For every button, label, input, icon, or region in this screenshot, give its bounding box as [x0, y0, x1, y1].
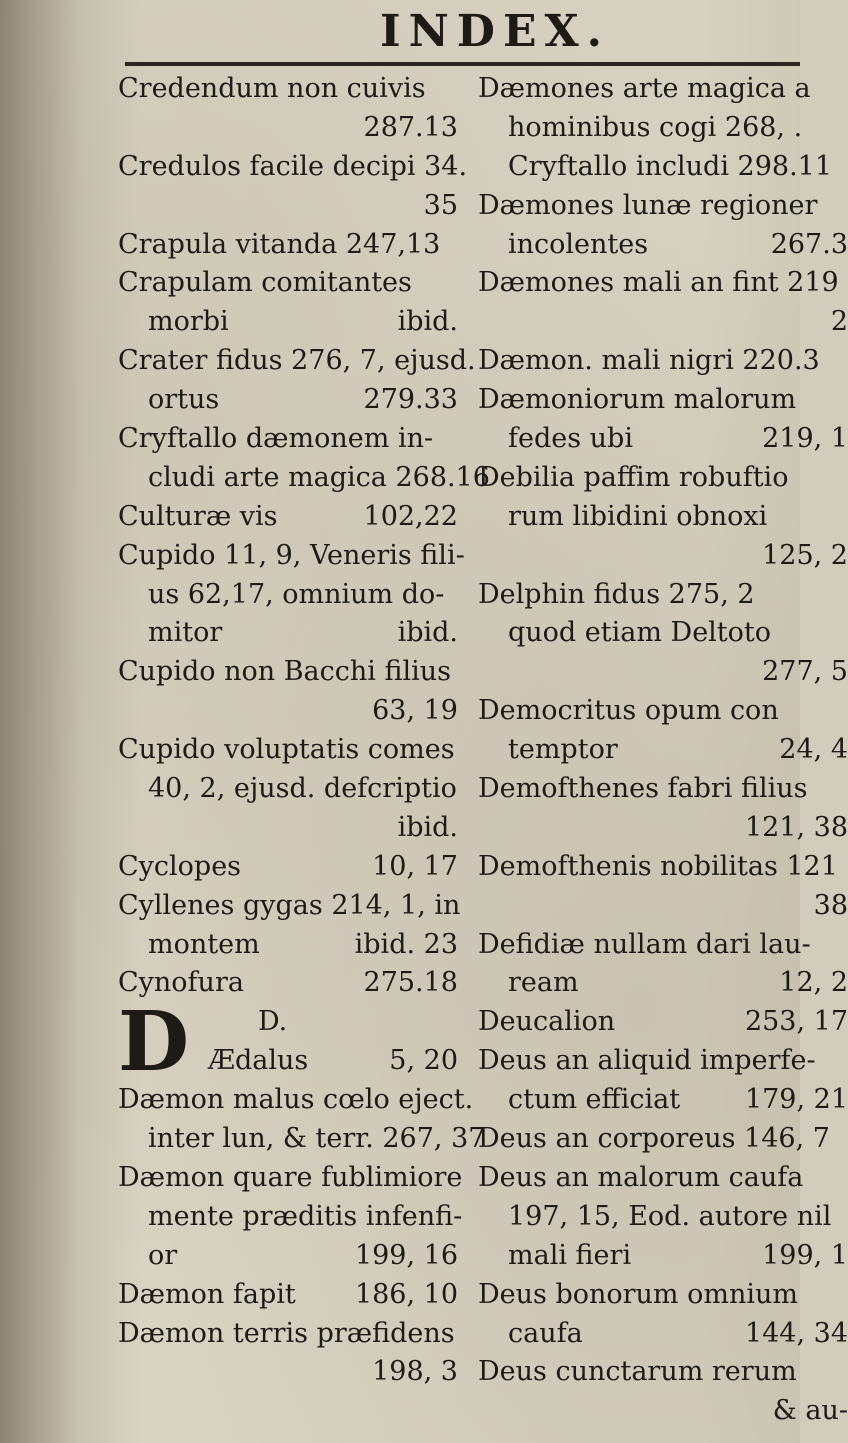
entry-reference: 198, 3 — [372, 1356, 458, 1388]
entry-reference: 199, 16 — [354, 1239, 458, 1271]
entry-reference: 5, 20 — [389, 1045, 458, 1077]
entry-text: Crater fidus 276, 7, ejusd. — [118, 345, 476, 377]
entry-text: Cyllenes gygas 214, 1, in — [118, 889, 461, 921]
section-heading: D. — [258, 1006, 288, 1038]
index-entry-line — [478, 1353, 808, 1392]
entry-text: or — [148, 1239, 178, 1271]
index-entry-line — [118, 1315, 458, 1354]
index-entry-line — [478, 1042, 816, 1081]
entry-text: Dæmoniorum malorum — [478, 384, 797, 416]
index-entry-line — [118, 1159, 463, 1198]
entry-text: 40, 2, ejusd. defcriptio — [148, 773, 457, 805]
index-entry-line — [118, 342, 476, 381]
entry-text: Dæmon fapit — [118, 1278, 296, 1310]
index-entry-line — [478, 848, 838, 887]
entry-text: Dæmones lunæ regioner — [478, 189, 818, 221]
entry-text: caufa — [508, 1317, 583, 1349]
entry-text: Deus an aliquid imperfe- — [478, 1045, 816, 1077]
entry-reference: 2 — [830, 306, 848, 338]
entry-reference: 121, 38 — [744, 811, 848, 843]
entry-text: Cryftallo includi 298.11 — [508, 150, 833, 182]
entry-reference: 186, 10 — [354, 1278, 458, 1310]
entry-text: montem — [148, 928, 260, 960]
entry-reference: ibid. 23 — [354, 928, 458, 960]
index-entry-line — [478, 342, 820, 381]
entry-text: Debilia paffim robuftio — [478, 461, 789, 493]
index-entry-line — [118, 770, 458, 809]
index-entry-line — [118, 1081, 474, 1120]
index-entry-line — [478, 692, 808, 731]
index-entry-line — [118, 498, 458, 537]
index-entry-line — [118, 459, 490, 498]
entry-text: Crapula vitanda 247,13 — [118, 228, 441, 260]
index-entry-line — [118, 226, 458, 265]
entry-reference: 275.18 — [363, 967, 458, 999]
index-entry-line — [118, 1120, 486, 1159]
index-entry-line — [478, 1081, 848, 1120]
entry-text: ream — [508, 967, 579, 999]
entry-text: ctum efficiat — [508, 1084, 681, 1116]
index-entry-line — [118, 1276, 458, 1315]
entry-text: Deus bonorum omnium — [478, 1278, 798, 1310]
entry-reference: 287.13 — [363, 111, 458, 143]
index-entry-line — [478, 459, 808, 498]
entry-text: Dæmon quare fublimiore — [118, 1161, 463, 1193]
index-entry-line — [118, 809, 458, 848]
entry-text: Democritus opum con — [478, 695, 779, 727]
entry-reference: 253, 17 — [744, 1006, 848, 1038]
index-entry-line — [118, 1198, 463, 1237]
entry-text: Cupido 11, 9, Veneris fili- — [118, 539, 465, 571]
index-entry-line — [118, 576, 458, 615]
entry-reference: 279.33 — [363, 384, 458, 416]
index-entry-line — [478, 264, 839, 303]
entry-text: incolentes — [508, 228, 649, 260]
entry-text: hominibus cogi 268, . — [508, 111, 803, 143]
index-entry-line — [478, 964, 848, 1003]
index-entry-line — [478, 809, 848, 848]
entry-text: inter lun, & terr. 267, 37 — [148, 1123, 486, 1155]
index-entry-line — [118, 731, 458, 770]
entry-text: Demofthenis nobilitas 121 — [478, 850, 838, 882]
index-entry-line — [118, 420, 458, 459]
entry-reference: 102,22 — [363, 500, 458, 532]
entry-text: Deus an corporeus 146, 7 — [478, 1123, 830, 1155]
index-entry-line — [118, 187, 458, 226]
entry-text: cludi arte magica 268.16 — [148, 461, 490, 493]
index-entry-line — [478, 887, 848, 926]
index-column-right — [478, 70, 848, 1431]
entry-text: Culturæ vis — [118, 500, 278, 532]
index-column-left — [118, 70, 490, 1392]
entry-reference: 125, 2 — [762, 539, 848, 571]
index-entry-line — [478, 381, 808, 420]
entry-reference: 10, 17 — [372, 850, 458, 882]
entry-text: rum libidini obnoxi — [508, 500, 768, 532]
entry-reference: 219, 1 — [762, 423, 848, 455]
index-entry-line — [118, 926, 458, 965]
entry-reference: ibid. — [397, 306, 458, 338]
entry-text: mente præditis infenfi- — [148, 1200, 463, 1232]
index-entry-line — [478, 187, 818, 226]
index-entry-line — [118, 653, 458, 692]
index-entry-line — [118, 887, 461, 926]
index-entry-line — [118, 381, 458, 420]
entry-text: Cynofura — [118, 967, 244, 999]
entry-reference: 267.3 — [770, 228, 848, 260]
index-entry-line — [118, 109, 458, 148]
entry-reference: 12, 2 — [779, 967, 848, 999]
entry-reference: 35 — [423, 189, 458, 221]
entry-text: Ædalus — [208, 1045, 309, 1077]
index-entry-line — [478, 498, 808, 537]
entry-reference: 24, 4 — [779, 734, 848, 766]
entry-reference: & au- — [772, 1395, 848, 1427]
entry-text: Credendum non cuivis — [118, 73, 426, 104]
entry-text: Cupido non Bacchi filius — [118, 656, 452, 688]
index-entry-line — [478, 731, 848, 770]
entry-reference: 179, 21 — [744, 1084, 848, 1116]
index-entry-line — [478, 1237, 848, 1276]
entry-text: Cyclopes — [118, 850, 242, 882]
entry-text: Cupido voluptatis comes — [118, 734, 455, 766]
index-entry-line — [478, 1120, 830, 1159]
index-entry-line — [478, 303, 848, 342]
index-entry-line — [478, 148, 833, 187]
index-entry-line — [118, 848, 458, 887]
entry-text: Dæmon terris præfidens — [118, 1317, 455, 1349]
entry-text: Cryftallo dæmonem in- — [118, 423, 434, 455]
index-entry-line — [478, 70, 811, 109]
header-rule — [125, 62, 800, 66]
entry-text: mitor — [148, 617, 223, 649]
entry-reference: 144, 34 — [744, 1317, 848, 1349]
entry-text: Dæmones arte magica a — [478, 73, 811, 104]
index-entry-line — [118, 70, 458, 109]
index-entry-line — [478, 576, 808, 615]
index-entry-line — [478, 614, 808, 653]
index-entry-dropcap — [118, 994, 458, 1091]
entry-reference: 63, 19 — [372, 695, 458, 727]
index-entry-line — [118, 614, 458, 653]
index-entry-line — [478, 770, 808, 809]
entry-text: Deucalion — [478, 1006, 616, 1038]
entry-reference: 38 — [813, 889, 848, 921]
section-dropcap-letter: D — [118, 994, 190, 1091]
entry-text: ortus — [148, 384, 220, 416]
index-entry-line — [118, 1353, 458, 1392]
entry-text: Dæmon malus cœlo eject. — [118, 1084, 474, 1116]
entry-text: Credulos facile decipi 34. — [118, 150, 468, 182]
entry-text: Deus an malorum caufa — [478, 1161, 804, 1193]
entry-text: fedes ubi — [508, 423, 633, 455]
index-entry-line — [478, 226, 848, 265]
entry-text: morbi — [148, 306, 229, 338]
entry-reference: 199, 1 — [762, 1239, 848, 1271]
entry-text: quod etiam Deltoto — [508, 617, 772, 649]
entry-text: Deus cunctarum rerum — [478, 1356, 797, 1388]
index-entry-line — [478, 1159, 808, 1198]
index-entry-line — [478, 1003, 848, 1042]
index-entry-line — [478, 1315, 848, 1354]
entry-reference: ibid. — [397, 811, 458, 843]
index-entry-line — [118, 537, 465, 576]
index-entry-line — [478, 109, 808, 148]
entry-text: Delphin fidus 275, 2 — [478, 578, 755, 610]
page-header: INDEX. — [380, 6, 610, 57]
index-entry-line — [118, 264, 458, 303]
index-entry-line — [478, 653, 848, 692]
entry-text: mali fieri — [508, 1239, 632, 1271]
index-entry-line — [478, 537, 848, 576]
entry-text: Demofthenes fabri filius — [478, 773, 808, 805]
index-entry-line — [478, 420, 848, 459]
entry-text: 197, 15, Eod. autore nil — [508, 1200, 832, 1232]
entry-text: Dæmon. mali nigri 220.3 — [478, 345, 820, 377]
entry-text: us 62,17, omnium do- — [148, 578, 445, 610]
index-entry-line — [478, 1392, 848, 1431]
index-entry-line — [118, 303, 458, 342]
index-entry-line — [118, 1237, 458, 1276]
index-entry-line — [118, 148, 468, 187]
entry-text: Crapulam comitantes — [118, 267, 412, 299]
entry-reference: 277, 5 — [762, 656, 848, 688]
index-entry-line — [118, 692, 458, 731]
entry-text: Dæmones mali an fint 219 — [478, 267, 839, 299]
entry-text: Defidiæ nullam dari lau- — [478, 928, 811, 960]
entry-reference: ibid. — [397, 617, 458, 649]
index-entry-line — [478, 1276, 808, 1315]
index-entry-line — [478, 926, 811, 965]
index-entry-line — [478, 1198, 832, 1237]
entry-text: temptor — [508, 734, 618, 766]
